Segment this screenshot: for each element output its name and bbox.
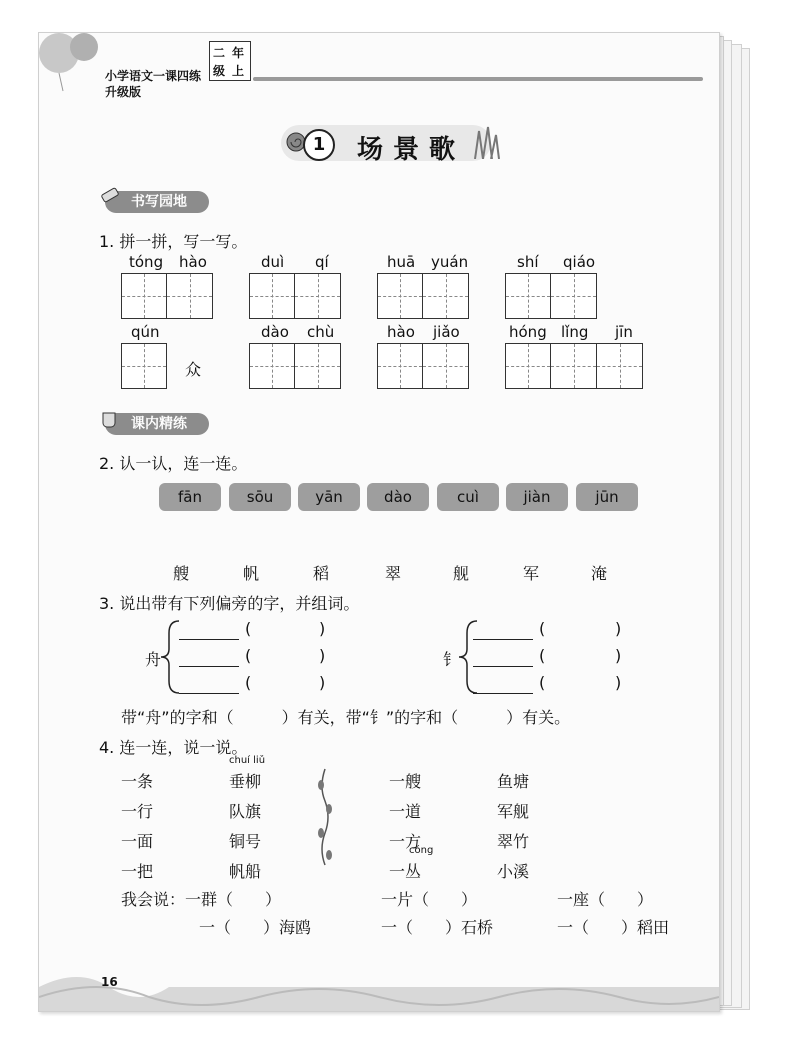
say-item[interactable]: 一（ ）海鸥 <box>199 918 312 937</box>
measure-word[interactable]: 一艘 <box>389 772 422 791</box>
series-subtitle: 升级版 <box>105 85 142 99</box>
filled-char: 众 <box>185 360 202 379</box>
q1-prompt: 1. 拼一拼，写一写。 <box>99 232 248 251</box>
measure-word[interactable]: 一方 <box>389 832 422 851</box>
paren-close: ) <box>615 619 622 638</box>
noun-word[interactable]: 军舰 <box>497 802 530 821</box>
writing-grid[interactable] <box>377 343 469 389</box>
measure-word[interactable]: 一条 <box>121 772 154 791</box>
pinyin-card[interactable]: yān <box>298 483 360 511</box>
pinyin: chù <box>307 323 335 341</box>
writing-grid[interactable] <box>377 273 469 319</box>
match-char[interactable]: 舰 <box>453 564 470 583</box>
match-char[interactable]: 淹 <box>591 564 608 583</box>
pinyin: shí <box>517 253 539 271</box>
pinyin-card[interactable]: sōu <box>229 483 291 511</box>
grade-char: 二 <box>213 46 226 60</box>
noun-word[interactable]: 翠竹 <box>497 832 530 851</box>
measure-word[interactable]: 一面 <box>121 832 154 851</box>
paren-close: ) <box>615 646 622 665</box>
pinyin-hint: chuí liǔ <box>229 755 266 766</box>
pinyin: hào <box>179 253 207 271</box>
paren-open: ( <box>245 619 252 638</box>
grade-char: 年 <box>232 46 245 60</box>
say-item[interactable]: 一（ ）石桥 <box>381 918 494 937</box>
grass-icon <box>471 125 501 159</box>
noun-word[interactable]: 铜号 <box>229 832 262 851</box>
pinyin-card[interactable]: jūn <box>576 483 638 511</box>
noun-word[interactable]: 鱼塘 <box>497 772 530 791</box>
pencil-icon <box>99 183 121 205</box>
pinyin-hint: cóng <box>409 845 434 856</box>
answer-blank[interactable] <box>179 639 239 640</box>
writing-grid[interactable] <box>505 343 643 389</box>
grade-char: 级 <box>213 64 226 78</box>
match-char[interactable]: 翠 <box>385 564 402 583</box>
paren-close: ) <box>319 673 326 692</box>
pinyin-card[interactable]: jiàn <box>506 483 568 511</box>
brace-left <box>159 619 183 695</box>
answer-blank[interactable] <box>179 666 239 667</box>
section-writing: 书写园地 <box>105 191 209 213</box>
pinyin: duì <box>261 253 285 271</box>
wave-footer <box>39 957 719 1011</box>
pinyin-card[interactable]: dào <box>367 483 429 511</box>
noun-word[interactable]: 小溪 <box>497 862 530 881</box>
q4-prompt: 4. 连一连，说一说。 <box>99 738 248 757</box>
answer-blank[interactable] <box>179 693 239 694</box>
brace-right <box>457 619 481 695</box>
pinyin-card[interactable]: fān <box>159 483 221 511</box>
paren-close: ) <box>319 646 326 665</box>
header-rule <box>253 77 703 81</box>
say-item[interactable]: 一片（ ） <box>381 890 478 909</box>
pinyin: tóng <box>129 253 164 271</box>
paren-close: ) <box>319 619 326 638</box>
paren-open: ( <box>539 646 546 665</box>
series-title: 小学语文一课四练 <box>105 69 202 83</box>
lesson-number: 1 <box>303 129 335 161</box>
pinyin: yuán <box>431 253 469 271</box>
cup-icon <box>99 407 121 429</box>
match-char[interactable]: 稻 <box>313 564 330 583</box>
say-item[interactable]: 一座（ ） <box>557 890 654 909</box>
measure-word[interactable]: 一道 <box>389 802 422 821</box>
q2-prompt: 2. 认一认，连一连。 <box>99 454 248 473</box>
measure-word[interactable]: 一丛 <box>389 862 422 881</box>
pinyin: qún <box>131 323 160 341</box>
answer-blank[interactable] <box>473 693 533 694</box>
paren-close: ) <box>615 673 622 692</box>
pinyin: jiǎo <box>433 323 460 341</box>
q3-prompt: 3. 说出带有下列偏旁的字，并组词。 <box>99 594 360 613</box>
pinyin: dào <box>261 323 289 341</box>
grade-char: 上 <box>232 64 245 78</box>
pinyin: qí <box>315 253 329 271</box>
noun-word[interactable]: 垂柳 <box>229 772 262 791</box>
paren-open: ( <box>245 646 252 665</box>
paren-open: ( <box>245 673 252 692</box>
lesson-title: 场景歌 <box>357 135 466 165</box>
vine-divider-icon <box>317 767 333 867</box>
paren-open: ( <box>539 619 546 638</box>
section-practice: 课内精练 <box>105 413 209 435</box>
writing-grid[interactable] <box>121 343 167 389</box>
page-number: 16 <box>101 975 118 989</box>
balloon-icon <box>39 33 109 93</box>
answer-blank[interactable] <box>473 639 533 640</box>
pinyin: hào <box>387 323 415 341</box>
workbook-page <box>38 32 720 1012</box>
writing-grid[interactable] <box>121 273 213 319</box>
match-char[interactable]: 军 <box>523 564 540 583</box>
writing-grid[interactable] <box>249 343 341 389</box>
q3-sentence: 带“舟”的字和（ ）有关，带“钅”的字和（ ）有关。 <box>121 708 571 727</box>
pinyin: qiáo <box>563 253 596 271</box>
pinyin: huā <box>387 253 416 271</box>
say-item[interactable]: 一（ ）稻田 <box>557 918 670 937</box>
radical-right: 钅 <box>443 650 460 669</box>
radical-left: 舟 <box>145 650 162 669</box>
measure-word[interactable]: 一行 <box>121 802 154 821</box>
grade-box <box>209 41 251 81</box>
pinyin-card[interactable]: cuì <box>437 483 499 511</box>
pinyin: lǐng <box>561 323 589 341</box>
noun-word[interactable]: 帆船 <box>229 862 262 881</box>
answer-blank[interactable] <box>473 666 533 667</box>
paren-open: ( <box>539 673 546 692</box>
match-char[interactable]: 帆 <box>243 564 260 583</box>
pinyin: hóng <box>509 323 547 341</box>
pinyin: jīn <box>615 323 633 341</box>
say-item[interactable]: 我会说：一群（ ） <box>121 890 282 909</box>
match-char[interactable]: 艘 <box>173 564 190 583</box>
noun-word[interactable]: 队旗 <box>229 802 262 821</box>
writing-grid[interactable] <box>249 273 341 319</box>
writing-grid[interactable] <box>505 273 597 319</box>
measure-word[interactable]: 一把 <box>121 862 154 881</box>
